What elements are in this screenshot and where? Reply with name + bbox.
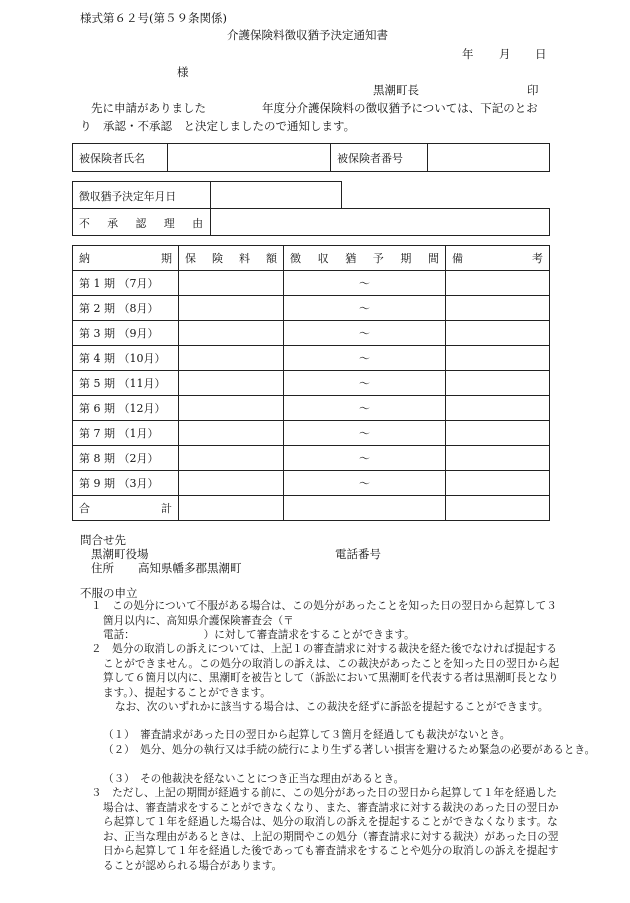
premium-amount-cell[interactable] xyxy=(179,296,284,321)
decision-date-row xyxy=(72,181,342,209)
premium-amount-cell[interactable] xyxy=(179,371,284,396)
seal-mark: 印 xyxy=(527,83,539,97)
appeal-heading: 不服の申立 xyxy=(80,586,138,600)
appeal-sub-2: （２） 処分、処分の執行又は手続の続行により生ずる著しい損害を避けるため緊急の必要があるとき。 xyxy=(103,744,596,756)
decision-date-label: 徴収猶予決定年月日 xyxy=(79,190,177,203)
intro-text-c: り 承認・不承認 と決定しましたので通知します。 xyxy=(80,119,356,133)
tilde-mark: ～ xyxy=(359,402,370,415)
schedule-row xyxy=(73,446,550,471)
period-label: 第 2 期 （8月） xyxy=(73,296,179,321)
remarks-cell[interactable] xyxy=(446,471,550,496)
tilde-mark: ～ xyxy=(359,277,370,290)
deferral-period-cell[interactable] xyxy=(284,371,446,396)
header-char: 額 xyxy=(266,252,277,265)
period-label: 第 6 期 （12月） xyxy=(73,396,179,421)
deferral-period-cell[interactable] xyxy=(284,296,446,321)
deferral-period-cell[interactable] xyxy=(284,446,446,471)
divider xyxy=(210,209,211,235)
header-char: 納 xyxy=(79,252,90,265)
issuer-name: 黒潮町長 xyxy=(373,83,419,97)
header-char: 収 xyxy=(317,252,329,265)
total-label xyxy=(73,496,179,521)
period-label: 第 9 期 （3月） xyxy=(73,471,179,496)
appeal-item-1-phone: 電話： ）に対して審査請求をすることができます。 xyxy=(103,629,415,641)
header-char: 猶 xyxy=(345,252,357,265)
premium-amount-cell[interactable] xyxy=(179,346,284,371)
intro-text-b: 年度分介護保険料の徴収猶予については、下記のとお xyxy=(262,101,538,115)
form-number: 様式第６２号(第５９条関係) xyxy=(80,11,227,25)
schedule-header-row xyxy=(73,246,550,271)
remarks-cell[interactable] xyxy=(446,371,550,396)
header-remarks xyxy=(446,246,550,271)
insured-name-field[interactable] xyxy=(168,144,331,172)
schedule-table xyxy=(72,245,550,521)
total-char: 合 xyxy=(79,502,90,515)
appeal-item-2: ２ 処分の取消しの訴えについては、上記１の審査請求に対する裁決を経た後でなければ提起することができません。この処分の取消しの訴えは、この裁決があったことを知った日の翌日から起算して６箇月以内に、黒潮町を被告として（訴訟において黒潮町を代表する者は黒潮町長となります。）、提起することができます。 xyxy=(91,643,560,699)
period-label: 第 8 期 （2月） xyxy=(73,446,179,471)
remarks-cell[interactable] xyxy=(446,296,550,321)
reason-char: 承 xyxy=(107,217,119,230)
period-label: 第 4 期 （10月） xyxy=(73,346,179,371)
contact-address: 高知県幡多郡黒潮町 xyxy=(138,561,242,575)
period-label: 第 1 期 （7月） xyxy=(73,271,179,296)
header-char: 保 xyxy=(185,252,196,265)
header-period xyxy=(73,246,179,271)
reason-char: 由 xyxy=(192,217,203,230)
deferral-period-cell[interactable] xyxy=(284,271,446,296)
total-deferral-cell xyxy=(284,496,446,521)
schedule-row xyxy=(73,346,550,371)
deferral-period-cell[interactable] xyxy=(284,421,446,446)
schedule-row xyxy=(73,471,550,496)
header-char: 備 xyxy=(452,252,463,265)
remarks-cell[interactable] xyxy=(446,321,550,346)
divider xyxy=(210,182,211,209)
header-char: 険 xyxy=(212,252,223,265)
premium-amount-cell[interactable] xyxy=(179,446,284,471)
schedule-row xyxy=(73,321,550,346)
schedule-row xyxy=(73,271,550,296)
deferral-period-cell[interactable] xyxy=(284,396,446,421)
appeal-item-2-b: なお、次のいずれかに該当する場合は、この裁決を経ずに訴訟を提起することができます。 xyxy=(115,701,549,713)
tilde-mark: ～ xyxy=(359,477,370,490)
header-char: 期 xyxy=(161,252,172,265)
deferral-period-cell[interactable] xyxy=(284,346,446,371)
period-label: 第 3 期 （9月） xyxy=(73,321,179,346)
remarks-cell[interactable] xyxy=(446,446,550,471)
deferral-period-cell[interactable] xyxy=(284,471,446,496)
deferral-period-cell[interactable] xyxy=(284,321,446,346)
contact-office: 黒潮町役場 xyxy=(91,547,149,561)
tilde-mark: ～ xyxy=(359,427,370,440)
period-label: 第 5 期 （11月） xyxy=(73,371,179,396)
schedule-row xyxy=(73,421,550,446)
document-title: 介護保険料徴収猶予決定通知書 xyxy=(227,28,388,42)
header-char: 予 xyxy=(372,252,384,265)
header-char: 考 xyxy=(532,252,543,265)
tilde-mark: ～ xyxy=(359,452,370,465)
insured-number-field[interactable] xyxy=(428,144,550,172)
tilde-mark: ～ xyxy=(359,327,370,340)
date-year-label: 年 xyxy=(462,47,474,61)
contact-phone-label: 電話番号 xyxy=(335,547,381,561)
reason-char: 理 xyxy=(163,217,175,230)
reason-label xyxy=(79,216,203,231)
insured-number-label: 被保険者番号 xyxy=(331,144,428,172)
premium-amount-cell[interactable] xyxy=(179,396,284,421)
header-char: 間 xyxy=(427,252,439,265)
remarks-cell[interactable] xyxy=(446,346,550,371)
contact-address-label: 住所 xyxy=(91,561,114,575)
tilde-mark: ～ xyxy=(359,352,370,365)
total-remarks-cell xyxy=(446,496,550,521)
header-amount xyxy=(179,246,284,271)
header-char: 徴 xyxy=(290,252,301,265)
premium-amount-cell[interactable] xyxy=(179,471,284,496)
appeal-sub-1: （１） 審査請求があった日の翌日から起算して３箇月を経過しても裁決がないとき。 xyxy=(103,729,511,741)
tilde-mark: ～ xyxy=(359,302,370,315)
appeal-sub-3: （３） その他裁決を経ないことにつき正当な理由があるとき。 xyxy=(103,773,405,785)
schedule-row xyxy=(73,296,550,321)
insured-name-label: 被保険者氏名 xyxy=(73,144,168,172)
reason-char: 不 xyxy=(79,217,90,230)
appeal-item-1: １ この処分について不服がある場合は、この処分があったことを知った日の翌日から起算して３箇月以内に、高知県介護保険審査会（〒 xyxy=(91,600,557,627)
header-deferral xyxy=(284,246,446,271)
schedule-row xyxy=(73,396,550,421)
header-char: 期 xyxy=(400,252,412,265)
premium-amount-cell[interactable] xyxy=(179,321,284,346)
remarks-cell[interactable] xyxy=(446,396,550,421)
period-label: 第 7 期 （1月） xyxy=(73,421,179,446)
remarks-cell[interactable] xyxy=(446,271,550,296)
remarks-cell[interactable] xyxy=(446,421,550,446)
schedule-body xyxy=(73,271,550,496)
premium-amount-cell[interactable] xyxy=(179,271,284,296)
reason-row xyxy=(72,208,550,236)
schedule-row xyxy=(73,371,550,396)
tilde-mark: ～ xyxy=(359,377,370,390)
reason-char: 認 xyxy=(135,217,147,230)
total-char: 計 xyxy=(161,502,172,515)
date-month-label: 月 xyxy=(499,47,511,61)
total-row xyxy=(73,496,550,521)
header-char: 料 xyxy=(239,252,250,265)
premium-amount-cell[interactable] xyxy=(179,421,284,446)
addressee-suffix: 様 xyxy=(177,65,189,79)
total-amount-cell[interactable] xyxy=(179,496,284,521)
insured-table xyxy=(72,143,550,172)
date-day-label: 日 xyxy=(535,47,547,61)
appeal-item-3: ３ ただし、上記の期間が経過する前に、この処分があった日の翌日から起算して１年を経過した場合は、審査請求をすることができなくなり、また、審査請求に対する裁決のあった日の翌日から起算して１年を経過した場合は、処分の取消しの訴えを提起することができなくなります。なお、正当な理由があるときは、上記の期間やこの処分（審査請求に対する裁決）があった日の翌日から起算して１年を経過した後であっても審査請求をすることや処分の取消しの訴えを提起することが認められる場合があります。 xyxy=(91,787,559,872)
contact-heading: 問合せ先 xyxy=(80,533,126,547)
intro-text-a: 先に申請がありました xyxy=(91,101,206,115)
